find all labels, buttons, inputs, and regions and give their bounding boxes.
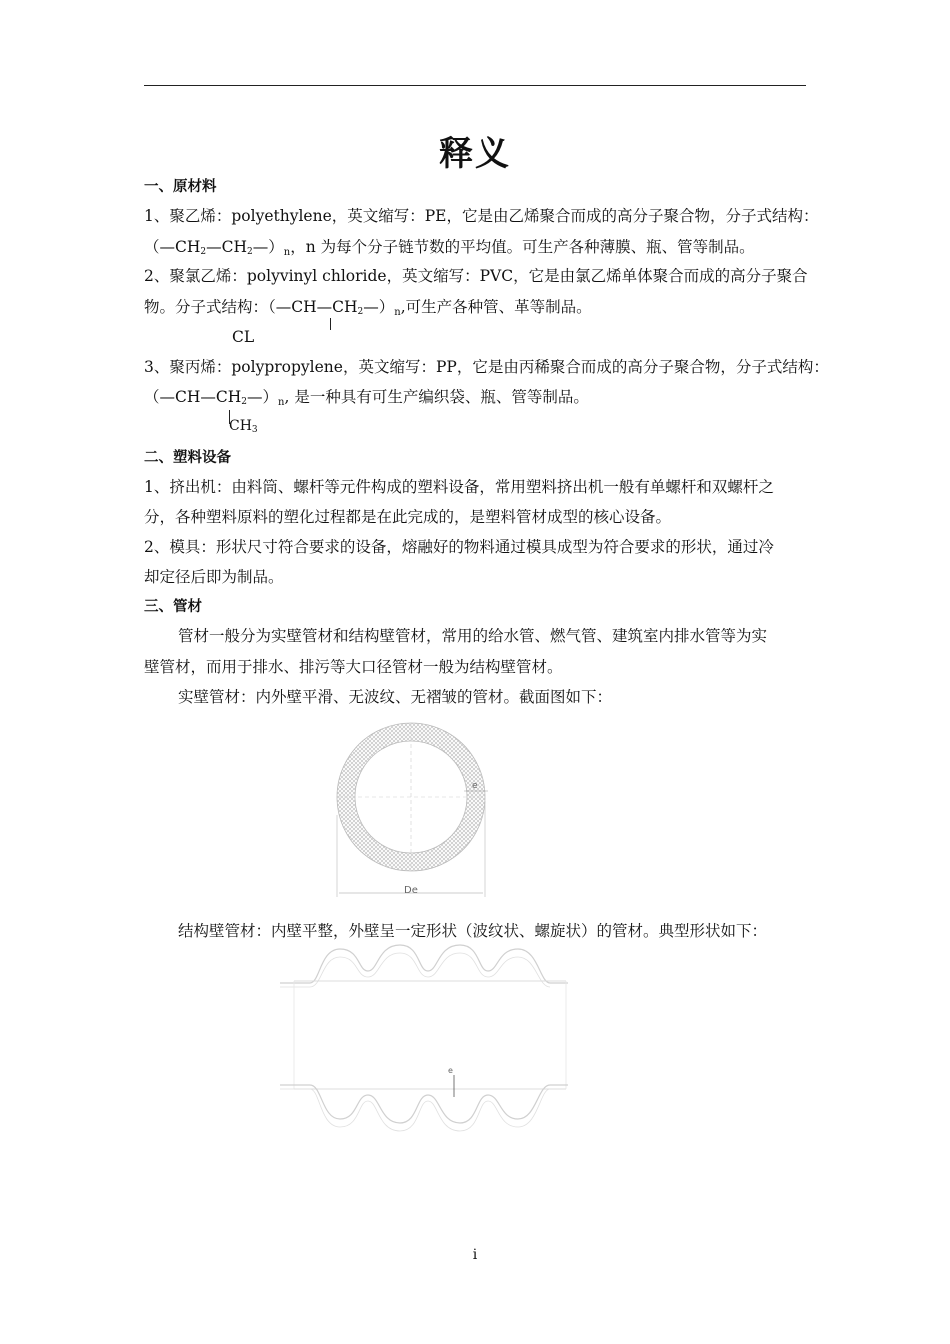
pipes-para-line-1: 管材一般分为实壁管材和结构壁管材，常用的给水管、燃气管、建筑室内排水管等为实 bbox=[178, 627, 768, 645]
section-heading-pipes: 三、管材 bbox=[144, 599, 202, 615]
solid-wall-description: 实壁管材：内外壁平滑、无波纹、无褶皱的管材。截面图如下： bbox=[178, 688, 613, 706]
structured-wall-profile-figure bbox=[250, 935, 590, 1135]
section-heading-raw-materials: 一、原材料 bbox=[144, 179, 217, 195]
pvc-line-1: 2、聚氯乙烯：polyvinyl chloride，英文缩写：PVC，它是由氯乙烯单体聚合而成的高分子聚合 bbox=[144, 267, 808, 285]
pipes-para-line-2: 壁管材，而用于排水、排污等大口径管材一般为结构壁管材。 bbox=[144, 658, 563, 676]
extruder-line-2: 分，各种塑料原料的塑化过程都是在此完成的，是塑料管材成型的核心设备。 bbox=[144, 508, 672, 526]
mold-line-2: 却定径后即为制品。 bbox=[144, 568, 284, 586]
extruder-line-1: 1、挤出机：由料筒、螺杆等元件构成的塑料设备，常用塑料挤出机一般有单螺杆和双螺杆之 bbox=[144, 478, 774, 496]
pvc-line-2: 物。分子式结构：$(—CH—CH_2—)n$,可生产各种管、革等制品。 bbox=[144, 298, 592, 318]
header-rule bbox=[144, 85, 806, 86]
solid-fig-label-de: De bbox=[404, 885, 418, 896]
pp-line-1: 3、聚丙烯：polypropylene，英文缩写：PP，它是由丙稀聚合而成的高分子聚合物，分子式结构： bbox=[144, 358, 829, 376]
section-heading-equipment: 二、塑料设备 bbox=[144, 450, 231, 466]
pp-line-2: $(—CH—CH_2—)n$, 是一种具有可生产编织袋、瓶、管等制品。 bbox=[144, 388, 589, 408]
pvc-substituent: CL bbox=[232, 328, 255, 346]
solid-wall-cross-section-figure bbox=[320, 715, 510, 905]
page-title: 释义 bbox=[439, 134, 511, 174]
solid-fig-label-e: e bbox=[472, 781, 478, 791]
mold-line-1: 2、模具：形状尺寸符合要求的设备，熔融好的物料通过模具成型为符合要求的形状，通过冷 bbox=[144, 538, 774, 556]
pe-line-2: $(—CH_2—CH_2—)n$，n 为每个分子链节数的平均值。可生产各种薄膜、瓶、管等制品。 bbox=[144, 238, 755, 258]
pp-substituent: $CH_3$ bbox=[229, 418, 258, 435]
structured-wall-description: 结构壁管材：内壁平整，外壁呈一定形状（波纹状、螺旋状）的管材。典型形状如下： bbox=[178, 922, 768, 940]
pe-line-1: 1、聚乙烯：polyethylene，英文缩写：PE，它是由乙烯聚合而成的高分子聚合物，分子式结构： bbox=[144, 207, 819, 225]
pvc-bond-line bbox=[330, 318, 331, 330]
page-number: i bbox=[472, 1247, 478, 1263]
struct-fig-label-e: e bbox=[448, 1066, 453, 1075]
